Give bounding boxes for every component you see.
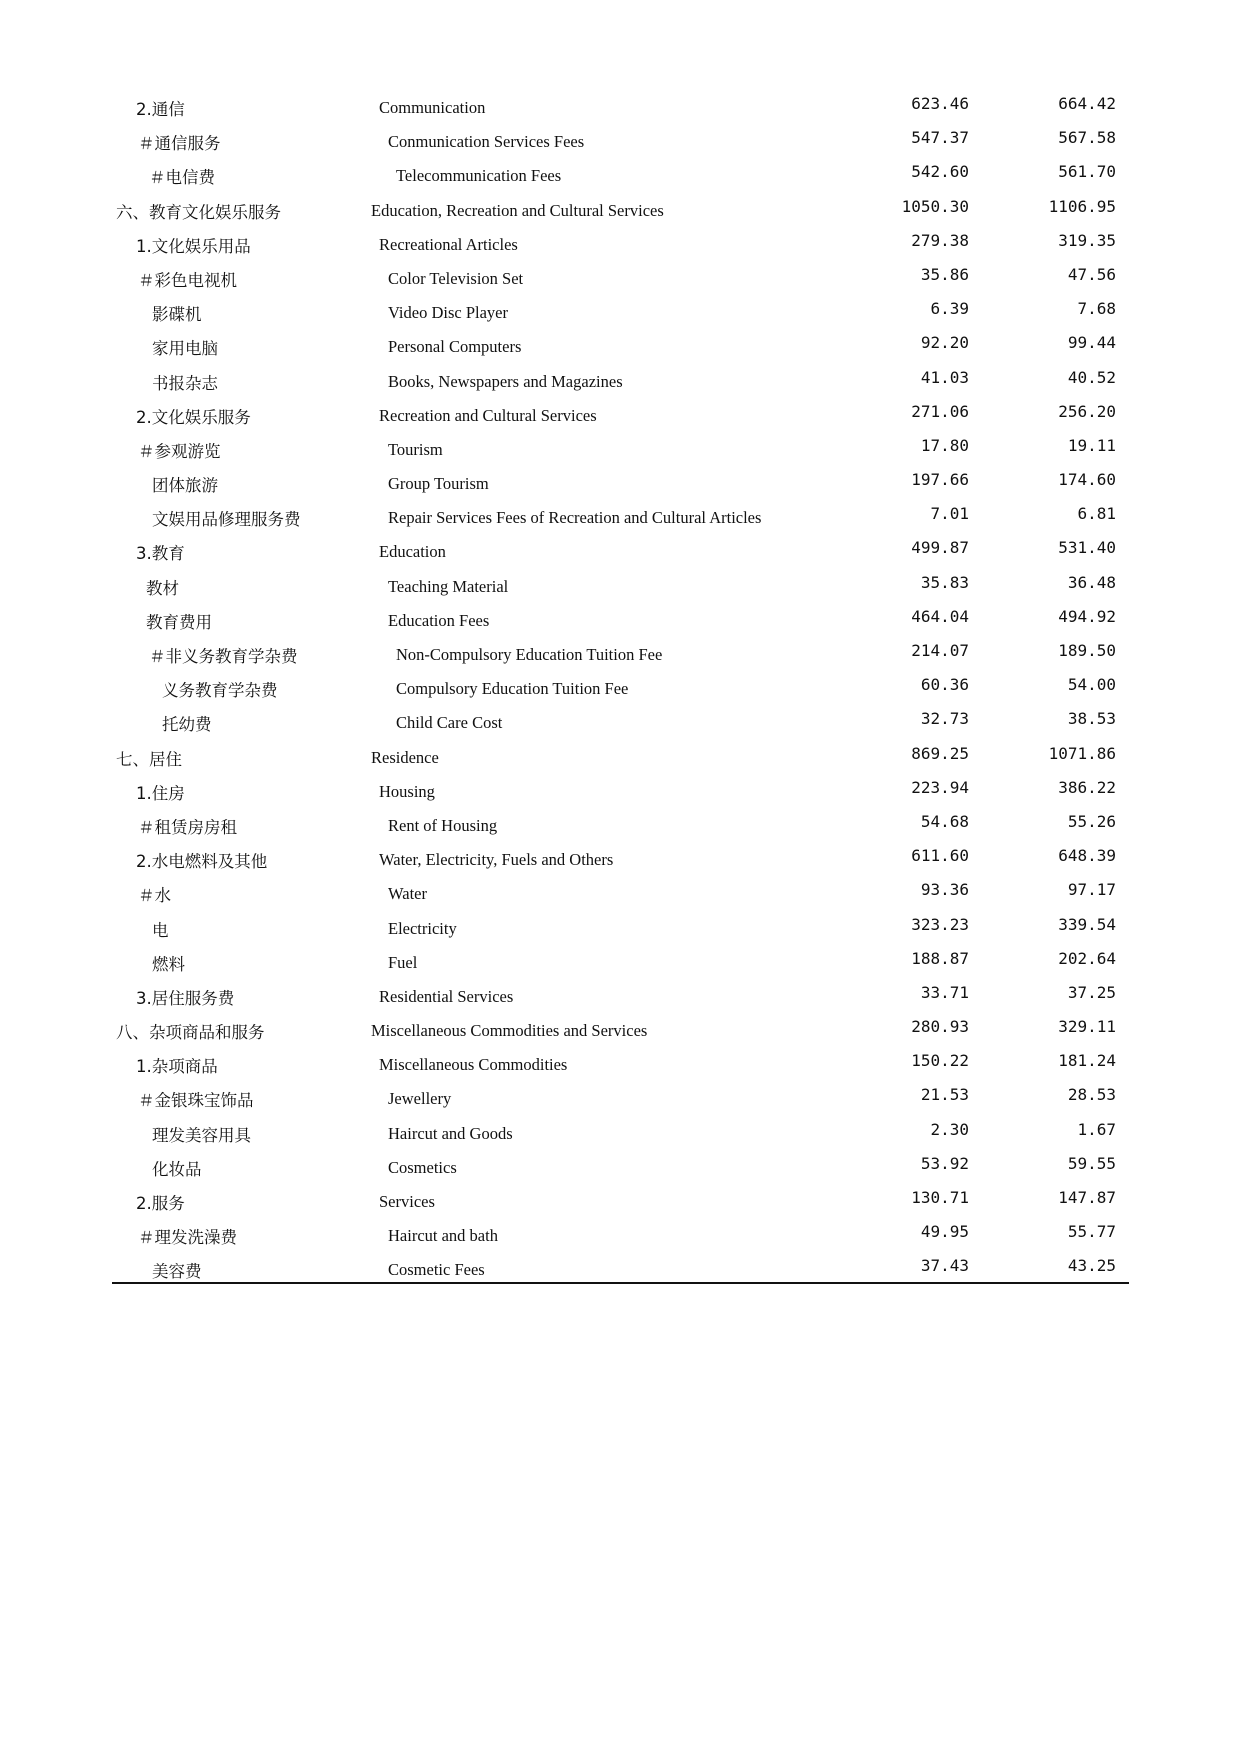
chinese-label: 2.通信	[136, 100, 185, 119]
value-col-2: 567.58	[1058, 128, 1116, 148]
value-col-2: 147.87	[1058, 1188, 1116, 1207]
value-col-2: 386.22	[1058, 777, 1116, 797]
value-col-2: 38.53	[1067, 709, 1116, 729]
english-label: Books, Newspapers and Magazines	[388, 371, 623, 391]
english-label: Jewellery	[388, 1089, 452, 1109]
english-label: Education	[379, 542, 446, 562]
value-col-1: 35.83	[920, 572, 969, 592]
chinese-label: 3.居住服务费	[136, 988, 235, 1008]
value-col-2: 97.17	[1067, 880, 1116, 900]
value-col-1: 611.60	[911, 846, 969, 866]
value-col-1: 197.66	[911, 470, 969, 490]
value-col-2: 329.11	[1058, 1017, 1116, 1037]
table-bottom-rule	[112, 1282, 1129, 1284]
table-row	[112, 603, 1129, 637]
table-row	[112, 671, 1129, 705]
value-col-1: 279.38	[911, 230, 969, 250]
english-label: Personal Computers	[388, 337, 522, 357]
table-row	[112, 1150, 1129, 1184]
english-label: Recreation and Cultural Services	[379, 405, 597, 425]
english-label: Education, Recreation and Cultural Services	[371, 200, 664, 220]
table-row	[112, 1081, 1129, 1115]
value-col-2: 664.42	[1058, 94, 1116, 113]
table-row	[112, 329, 1129, 363]
chinese-label: ＃金银珠宝饰品	[138, 1091, 254, 1111]
value-col-2: 648.39	[1058, 846, 1116, 866]
table-row	[112, 774, 1129, 808]
table-row	[112, 432, 1129, 466]
value-col-2: 47.56	[1067, 264, 1116, 284]
chinese-label: 燃料	[152, 954, 185, 974]
table-row	[112, 466, 1129, 500]
value-col-1: 623.46	[911, 94, 969, 113]
table-row	[112, 534, 1129, 568]
chinese-label: 2.水电燃料及其他	[136, 852, 268, 872]
table-row	[112, 911, 1129, 945]
table-row	[112, 193, 1129, 227]
value-col-1: 32.73	[920, 709, 969, 729]
value-col-1: 17.80	[920, 435, 969, 455]
english-label: Telecommunication Fees	[396, 166, 562, 186]
english-label: Rent of Housing	[388, 815, 498, 835]
value-col-1: 280.93	[911, 1017, 969, 1037]
chinese-label: ＃理发洗澡费	[138, 1228, 237, 1248]
chinese-label: 美容费	[152, 1262, 202, 1282]
chinese-label: 义务教育学杂费	[162, 681, 278, 701]
value-col-2: 181.24	[1058, 1051, 1116, 1071]
table-row	[112, 945, 1129, 979]
value-col-2: 531.40	[1058, 538, 1116, 558]
value-col-1: 542.60	[911, 162, 969, 182]
value-col-1: 464.04	[911, 606, 969, 626]
english-label: Recreational Articles	[379, 234, 518, 254]
chinese-label: 1.杂项商品	[136, 1057, 218, 1077]
table-row	[112, 808, 1129, 842]
value-col-1: 2.30	[930, 1119, 969, 1139]
english-label: Education Fees	[388, 610, 490, 630]
chinese-label: 3.教育	[136, 544, 185, 564]
chinese-label: ＃通信服务	[138, 134, 221, 154]
value-col-2: 54.00	[1067, 675, 1116, 695]
value-col-1: 37.43	[920, 1256, 969, 1276]
english-label: Teaching Material	[388, 576, 509, 596]
value-col-2: 256.20	[1058, 401, 1116, 421]
value-col-1: 271.06	[911, 401, 969, 421]
english-label: Residential Services	[379, 986, 514, 1006]
value-col-2: 55.26	[1067, 811, 1116, 831]
value-col-1: 92.20	[920, 333, 969, 353]
chinese-label: ＃参观游览	[138, 441, 221, 461]
table-row	[112, 637, 1129, 671]
english-label: Color Television Set	[388, 268, 524, 288]
value-col-2: 494.92	[1058, 606, 1116, 626]
english-label: Miscellaneous Commodities and Services	[371, 1021, 648, 1041]
table-row	[112, 979, 1129, 1013]
english-label: Non-Compulsory Education Tuition Fee	[396, 645, 663, 664]
value-col-2: 1.67	[1077, 1119, 1116, 1139]
table-row	[112, 124, 1129, 158]
value-col-1: 499.87	[911, 538, 969, 558]
value-col-1: 223.94	[911, 777, 969, 797]
english-label: Electricity	[388, 918, 457, 938]
chinese-label: 理发美容用具	[152, 1125, 251, 1145]
value-col-2: 7.68	[1077, 299, 1116, 319]
value-col-1: 130.71	[911, 1188, 969, 1207]
english-label: Water, Electricity, Fuels and Others	[379, 850, 614, 870]
value-col-2: 339.54	[1058, 914, 1116, 934]
value-col-1: 60.36	[920, 675, 969, 695]
chinese-label: ＃租赁房房租	[138, 817, 237, 837]
value-col-1: 547.37	[911, 128, 969, 148]
value-col-2: 55.77	[1067, 1222, 1116, 1242]
english-label: Water	[388, 884, 427, 904]
chinese-label: 书报杂志	[152, 373, 218, 393]
chinese-label: 托幼费	[162, 715, 212, 735]
value-col-2: 319.35	[1058, 230, 1116, 250]
table-row	[112, 1184, 1129, 1218]
value-col-1: 323.23	[911, 914, 969, 934]
value-col-2: 189.50	[1058, 641, 1116, 660]
english-label: Cosmetics	[388, 1157, 457, 1177]
english-label: Haircut and Goods	[388, 1123, 513, 1143]
table-row	[112, 1116, 1129, 1150]
value-col-2: 1071.86	[1048, 743, 1116, 763]
table-row	[112, 842, 1129, 876]
value-col-2: 36.48	[1067, 572, 1116, 592]
english-label: Residence	[371, 747, 439, 767]
chinese-label: ＃水	[138, 886, 171, 906]
table-row	[112, 398, 1129, 432]
table-row	[112, 1218, 1129, 1252]
value-col-2: 174.60	[1058, 470, 1116, 490]
value-col-2: 37.25	[1067, 982, 1116, 1002]
english-label: Group Tourism	[388, 474, 489, 494]
value-col-2: 99.44	[1067, 333, 1116, 353]
chinese-label: 七、居住	[116, 749, 182, 769]
value-col-2: 1106.95	[1048, 196, 1116, 216]
value-col-2: 28.53	[1067, 1085, 1116, 1105]
english-label: Fuel	[388, 952, 418, 972]
value-col-2: 561.70	[1058, 162, 1116, 182]
value-col-1: 35.86	[920, 264, 969, 284]
table-row	[112, 364, 1129, 398]
value-col-2: 6.81	[1077, 504, 1116, 524]
value-col-2: 19.11	[1067, 435, 1116, 455]
value-col-1: 7.01	[930, 504, 969, 524]
value-col-1: 6.39	[930, 299, 969, 319]
table-row	[112, 295, 1129, 329]
english-label: Tourism	[388, 439, 443, 459]
english-label: Compulsory Education Tuition Fee	[396, 679, 629, 699]
chinese-label: 电	[152, 920, 169, 940]
chinese-label: 八、杂项商品和服务	[116, 1023, 265, 1043]
english-label: Cosmetic Fees	[388, 1260, 485, 1280]
english-label: Communication	[379, 98, 486, 117]
english-label: Video Disc Player	[388, 303, 508, 323]
value-col-1: 33.71	[920, 982, 969, 1002]
english-label: Miscellaneous Commodities	[379, 1055, 568, 1075]
chinese-label: 团体旅游	[152, 476, 218, 496]
english-label: Services	[379, 1192, 435, 1211]
table-row	[112, 876, 1129, 910]
english-label: Repair Services Fees of Recreation and Cultural Articles	[388, 508, 762, 528]
value-col-1: 21.53	[920, 1085, 969, 1105]
table-row	[112, 705, 1129, 739]
chinese-label: 文娱用品修理服务费	[152, 510, 301, 530]
value-col-1: 54.68	[920, 811, 969, 831]
table-row	[112, 1013, 1129, 1047]
chinese-label: 教材	[146, 578, 179, 598]
table-row	[112, 740, 1129, 774]
table-row	[112, 569, 1129, 603]
value-col-2: 202.64	[1058, 948, 1116, 968]
value-col-1: 214.07	[911, 641, 969, 660]
value-col-1: 41.03	[920, 367, 969, 387]
value-col-1: 93.36	[920, 880, 969, 900]
table-row	[112, 1047, 1129, 1081]
table-row	[112, 261, 1129, 295]
table-row	[112, 90, 1129, 124]
english-label: Child Care Cost	[396, 713, 503, 733]
chinese-label: 化妆品	[152, 1159, 202, 1179]
chinese-label: 教育费用	[146, 612, 212, 632]
chinese-label: 2.服务	[136, 1194, 185, 1213]
value-col-2: 40.52	[1067, 367, 1116, 387]
table-row	[112, 227, 1129, 261]
english-label: Housing	[379, 781, 435, 801]
chinese-label: 家用电脑	[152, 339, 218, 359]
expenditure-table	[112, 90, 1129, 1287]
value-col-1: 150.22	[911, 1051, 969, 1071]
chinese-label: 1.文化娱乐用品	[136, 236, 251, 256]
chinese-label: 1.住房	[136, 783, 185, 803]
english-label: Conmunication Services Fees	[388, 132, 585, 152]
value-col-1: 53.92	[920, 1153, 969, 1173]
chinese-label: ＃非义务教育学杂费	[149, 647, 298, 666]
value-col-2: 43.25	[1067, 1256, 1116, 1276]
table-row	[112, 500, 1129, 534]
value-col-1: 49.95	[920, 1222, 969, 1242]
value-col-1: 869.25	[911, 743, 969, 763]
value-col-1: 188.87	[911, 948, 969, 968]
value-col-1: 1050.30	[901, 196, 969, 216]
chinese-label: 2.文化娱乐服务	[136, 407, 251, 427]
chinese-label: ＃电信费	[149, 168, 215, 188]
english-label: Haircut and bath	[388, 1226, 498, 1246]
value-col-2: 59.55	[1067, 1153, 1116, 1173]
chinese-label: 六、教育文化娱乐服务	[116, 202, 281, 222]
table-row	[112, 158, 1129, 192]
chinese-label: ＃彩色电视机	[138, 270, 237, 290]
chinese-label: 影碟机	[152, 305, 202, 325]
